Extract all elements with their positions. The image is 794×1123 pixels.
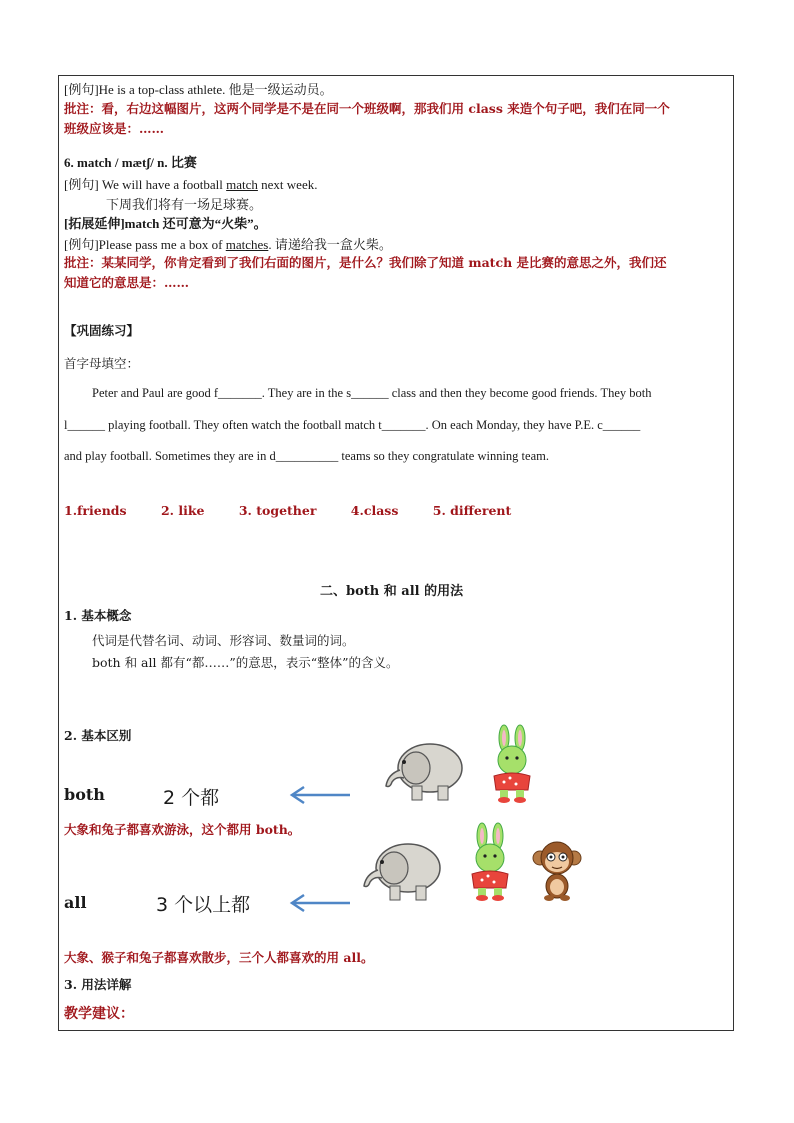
answer-5: 5. different [432, 503, 512, 518]
concept-heading: 1. 基本概念 [64, 608, 132, 623]
note-match-line2: 知道它的意思是：…… [64, 275, 190, 290]
answer-4: 4.class [350, 503, 399, 518]
rabbit-icon [486, 724, 538, 804]
fill-line-1: Peter and Paul are good f_______. They are in the s______ class and then they become good friends. They both [92, 386, 652, 400]
answer-list [64, 503, 541, 518]
both-note: 大象和兔子都喜欢游泳，这个都用 both。 [64, 822, 301, 837]
concept-line2: both 和 all 都有“都……”的意思，表示“整体”的含义。 [92, 655, 399, 670]
practice-title: 【巩固练习】 [64, 323, 140, 338]
all-note: 大象、猴子和兔子都喜欢散步，三个人都喜欢的用 all。 [64, 950, 374, 965]
usage-heading: 3. 用法详解 [64, 977, 132, 992]
all-arrow-icon [288, 893, 352, 913]
diff-heading: 2. 基本区别 [64, 728, 132, 743]
section2-title: 二、both 和 all 的用法 [320, 584, 464, 599]
match-heading: 6. match / mætʃ/ n. 比赛 [64, 155, 197, 170]
note-class-line1: 批注：看，右边这幅图片，这两个同学是不是在同一个班级啊，那我们用 class 来造个句子吧，我们在同一个 [64, 101, 670, 116]
teach-advice: 教学建议： [64, 1006, 134, 1022]
answer-3: 3. together [238, 503, 317, 518]
all-word: all [64, 893, 87, 912]
match-example-cn: 下周我们将有一场足球赛。 [106, 197, 263, 212]
answer-2: 2. like [160, 503, 205, 518]
both-arrow-icon [288, 785, 352, 805]
fill-line-3: and play football. Sometimes they are in d__________ teams so they congratulate winning team. [64, 449, 549, 463]
match-example: [例句] We will have a football match next week. [64, 177, 318, 192]
both-word: both [64, 785, 105, 804]
concept-line1: 代词是代替名词、动词、形容词、数量词的词。 [92, 633, 355, 648]
note-class-line2: 班级应该是：…… [64, 121, 165, 136]
rabbit-icon [464, 822, 516, 902]
fill-instruction: 首字母填空： [64, 356, 140, 371]
both-cn: 2 个都 [163, 787, 220, 809]
note-match-line1: 批注：某某同学，你肯定看到了我们右面的图片，是什么？我们除了知道 match 是比赛的意思之外，我们还 [64, 255, 667, 270]
all-cn: 3 个以上都 [156, 894, 251, 916]
example-athlete: [例句]He is a top-class athlete. 他是一级运动员。 [64, 82, 333, 97]
extension-note: [拓展延伸]match 还可意为“火柴”。 [64, 216, 267, 231]
elephant-icon [382, 738, 466, 804]
answer-1: 1.friends [64, 503, 127, 518]
monkey-icon [530, 840, 584, 902]
elephant-icon [360, 838, 444, 904]
fill-line-2: l______ playing football. They often watch the football match t_______. On each Monday, they have P.E. c______ [64, 418, 641, 432]
matches-example: [例句]Please pass me a box of matches. 请递给我一盒火柴。 [64, 237, 392, 252]
